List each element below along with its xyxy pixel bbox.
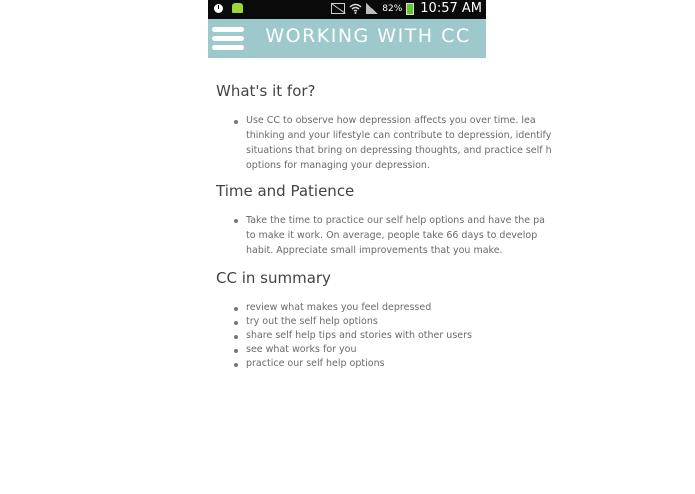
status-bar <box>208 0 486 19</box>
main-content <box>208 58 552 494</box>
paragraph-line: Use CC to observe how depression affects you over time. lea <box>246 115 536 126</box>
no-sound-icon <box>331 3 345 14</box>
list-item: share self help tips and stories with other users <box>246 330 472 341</box>
section-paragraph <box>246 113 552 173</box>
page-title: WORKING WITH CC <box>265 25 471 47</box>
paragraph-line: situations that bring on depressing thoughts, and practice self h <box>246 145 552 156</box>
battery-icon <box>406 3 414 15</box>
phone-screen <box>208 0 552 494</box>
list-item: review what makes you feel depressed <box>246 302 432 313</box>
paragraph-line: to make it work. On average, people take 66 days to develop <box>246 230 538 241</box>
menu-bar-line <box>212 45 244 50</box>
bullet <box>234 120 238 124</box>
menu-bar-line <box>212 36 244 41</box>
status-bar-system <box>331 1 482 16</box>
bullet <box>234 349 238 353</box>
menu-bar-line <box>212 27 244 32</box>
section-paragraph <box>246 213 545 258</box>
battery-percent: 82% <box>382 3 403 14</box>
section-heading-time-and-patience: Time and Patience <box>216 182 355 200</box>
wifi-icon <box>349 3 362 14</box>
paragraph-line: thinking and your lifestyle can contribute to depression, identify <box>246 130 552 141</box>
bullet <box>234 363 238 367</box>
title-bar <box>208 19 486 58</box>
bullet <box>234 321 238 325</box>
bullet <box>234 219 238 223</box>
bullet <box>234 335 238 339</box>
paragraph-line: habit. Appreciate small improvements that you make. <box>246 245 503 256</box>
list-item: try out the self help options <box>246 316 378 327</box>
status-bar-notifications <box>214 3 243 13</box>
list-item: practice our self help options <box>246 358 385 369</box>
section-heading-whats-it-for: What's it for? <box>216 82 316 100</box>
paragraph-line: options for managing your depression. <box>246 160 430 171</box>
status-time: 10:57 AM <box>420 1 482 16</box>
section-heading-cc-in-summary: CC in summary <box>216 269 331 287</box>
bullet <box>234 307 238 311</box>
clock-icon <box>214 4 223 13</box>
hamburger-menu-icon[interactable] <box>212 27 244 51</box>
paragraph-line: Take the time to practice our self help options and have the pa <box>246 215 545 226</box>
android-icon <box>232 3 243 13</box>
signal-icon <box>366 3 378 14</box>
list-item: see what works for you <box>246 344 357 355</box>
